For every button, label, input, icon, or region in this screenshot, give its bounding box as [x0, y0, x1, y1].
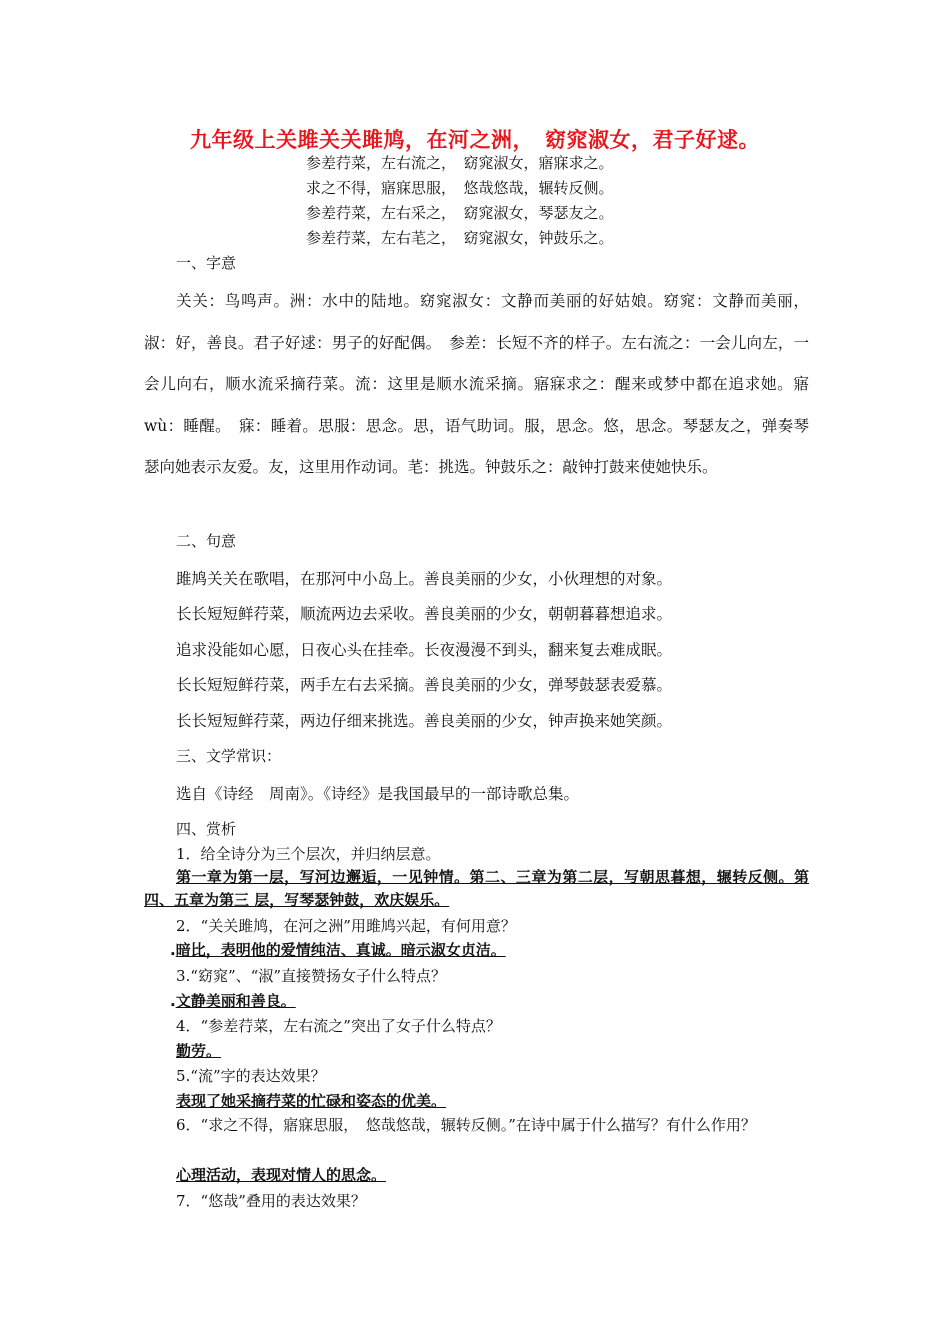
answer-text: 暗比，表明他的爱情纯洁、真诚。暗示淑女贞洁。: [175, 941, 506, 959]
word-meaning-paragraph: 关关：鸟鸣声。洲：水中的陆地。窈窕淑女：文静而美丽的好姑娘。窈窕：文静而美丽，淑：好，善良。君子好逑：男子的好配偶。 参差：长短不齐的样子。左右流之：一会儿向左，一会儿向右，顺水流采摘荇菜。流：这里是顺水流采摘。寤寐求之：醒来或梦中都在追求她。寤 wù：睡醒。 寐：睡着。思服：思念。思，语气助词。服，思念。悠，思念。琴瑟友之，弹奏琴瑟向她表示友爱。友，这里用作动词。芼：挑选。钟鼓乐之：敲钟打鼓来使她快乐。: [144, 292, 809, 476]
answer-prefix: .: [170, 992, 176, 1010]
sentence-line: 长长短短鲜荇菜，两手左右去采摘。善良美丽的少女，弹琴鼓瑟表爱慕。: [176, 676, 673, 694]
question-4: 4．“参差荇菜，左右流之”突出了女子什么特点？: [176, 1017, 501, 1035]
poem-block: [306, 151, 614, 251]
question-5: 5.“流”字的表达效果？: [176, 1067, 326, 1085]
answer-1: 第一章为第一层，写河边邂逅，一见钟情。第二、三章为第二层，写朝思暮想，辗转反侧。第四、五章为第三 层，写琴瑟钟鼓，欢庆娱乐。: [144, 868, 809, 909]
poem-line: 参差荇菜，左右采之， 窈窕淑女，琴瑟友之。: [306, 204, 614, 222]
answer-text: 心理活动，表现对情人的思念。: [176, 1166, 387, 1184]
answer-3: [170, 990, 296, 1011]
section-heading-word-meaning: 一、字意: [176, 254, 237, 272]
answer-5: [176, 1090, 446, 1111]
question-2: 2．“关关雎鸠，在河之洲”用雎鸠兴起，有何用意？: [176, 917, 516, 935]
answer-prefix: .: [170, 941, 176, 959]
sentence-line: 长长短短鲜荇菜，两边仔细来挑选。善良美丽的少女，钟声换来她笑颜。: [176, 712, 673, 730]
sentence-line: 追求没能如心愿，日夜心头在挂牵。长夜漫漫不到头，翻来复去难成眠。: [176, 641, 673, 659]
section-heading-sentence-meaning: 二、句意: [176, 532, 237, 550]
poem-line: 参差荇菜，左右流之， 窈窕淑女，寤寐求之。: [306, 154, 614, 172]
answer-text: 勤劳。: [176, 1042, 222, 1060]
section-heading-literary-knowledge: 三、文学常识：: [176, 747, 282, 765]
answer-4: [176, 1040, 221, 1061]
answer-6: [176, 1164, 386, 1185]
answer-2: [170, 939, 506, 960]
sentence-line: 长长短短鲜荇菜，顺流两边去采收。善良美丽的少女，朝朝暮暮想追求。: [176, 605, 673, 623]
question-1: 1．给全诗分为三个层次，并归纳层意。: [176, 845, 441, 863]
question-3: 3.“窈窕”、“淑”直接赞扬女子什么特点？: [176, 967, 446, 985]
document-title: 九年级上关雎关关雎鸠，在河之洲， 窈窕淑女，君子好逑。: [190, 128, 760, 152]
poem-line: 求之不得，寤寐思服， 悠哉悠哉，辗转反侧。: [306, 179, 614, 197]
section-heading-appreciation: 四、赏析: [176, 820, 237, 838]
poem-line: 参差荇菜，左右芼之， 窈窕淑女，钟鼓乐之。: [306, 229, 614, 247]
question-6: 6．“求之不得，寤寐思服， 悠哉悠哉，辗转反侧。”在诗中属于什么描写？有什么作用？: [176, 1116, 756, 1134]
question-7: 7．“悠哉”叠用的表达效果？: [176, 1192, 366, 1210]
literary-knowledge-text: 选自《诗经 周南》。《诗经》是我国最早的一部诗歌总集。: [176, 785, 580, 803]
sentence-line: 雎鸠关关在歌唱，在那河中小岛上。善良美丽的少女，小伙理想的对象。: [176, 570, 673, 588]
answer-text: 文静美丽和善良。: [175, 992, 296, 1010]
answer-text: 表现了她采摘荇菜的忙碌和姿态的优美。: [176, 1092, 447, 1110]
